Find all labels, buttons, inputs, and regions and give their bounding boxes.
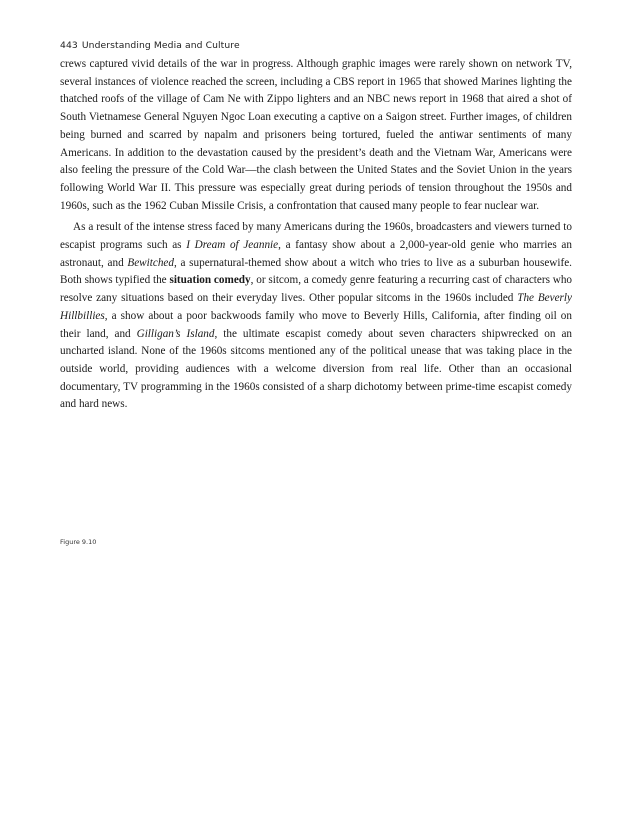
body-text bbox=[60, 56, 572, 414]
figure-caption: Figure 9.10 bbox=[60, 538, 97, 546]
paragraph-2-part-2: , a fantasy show about a 2,000-year-old genie who marries an astronaut, and bbox=[60, 239, 572, 269]
paragraph-2-part-6: , the ultimate escapist comedy about seven characters shipwrecked on an uncharted island. None of the 1960s sitcoms mentioned any of the political unease that was taking place in the outside world, providing audiences with a welcome diversion from real life. Other than an occasional documentary, TV programming in the 1960s consisted of a sharp dichotomy between prime-time escapist comedy and hard news. bbox=[60, 327, 573, 411]
paragraph-1: crews captured vivid details of the war in progress. Although graphic images were rarely shown on network TV, several instances of violence reached the screen, including a CBS report in 1965 that showed Marines lighting the thatched roofs of the village of Cam Ne with Zippo lighters and an NBC news report in 1968 that aired a shot of South Vietnamese General Nguyen Ngoc Loan executing a captive on a Saigon street. Further images, of children being burned and scarred by napalm and prisoners being tortured, fueled the antiwar sentiments of many Americans. In addition to the devastation caused by the president’s death and the Vietnam War, Americans were also feeling the pressure of the Cold War—the clash between the United States and the Soviet Union in the years following World War II. This pressure was especially great during periods of tension throughout the 1950s and 1960s, such as the 1962 Cuban Missile Crisis, a confrontation that caused many people to fear nuclear war. bbox=[60, 58, 572, 212]
show-title-jeannie: I Dream of Jeannie bbox=[186, 239, 279, 252]
paragraph-2-part-1: As a result of the intense stress faced by many Americans during the 1960s, broadcasters and viewers turned to escapist programs such as bbox=[60, 221, 572, 252]
show-title-gilligans-island: Gilligan’s Island bbox=[136, 327, 215, 340]
paragraph-2-part-3: , a supernatural-themed show about a witch who tries to live as a suburban housewife. Both shows typified the bbox=[60, 256, 572, 287]
key-term-situation-comedy: situation comedy bbox=[169, 274, 251, 287]
paragraph-2-part-5: , a show about a poor backwoods family who move to Beverly Hills, California, after finding oil on their land, and bbox=[60, 309, 572, 340]
paragraph-2 bbox=[60, 219, 572, 414]
show-title-beverly-hillbillies: The Beverly Hillbillies bbox=[60, 292, 572, 322]
page-header bbox=[60, 40, 244, 51]
page-number: 443 bbox=[60, 40, 78, 51]
book-title: Understanding Media and Culture bbox=[81, 40, 240, 51]
paragraph-2-part-4: , or sitcom, a comedy genre featuring a recurring cast of characters who resolve zany situations based on their everyday lives. Other popular sitcoms in the 1960s included bbox=[60, 274, 573, 305]
show-title-bewitched: Bewitched bbox=[127, 256, 174, 269]
